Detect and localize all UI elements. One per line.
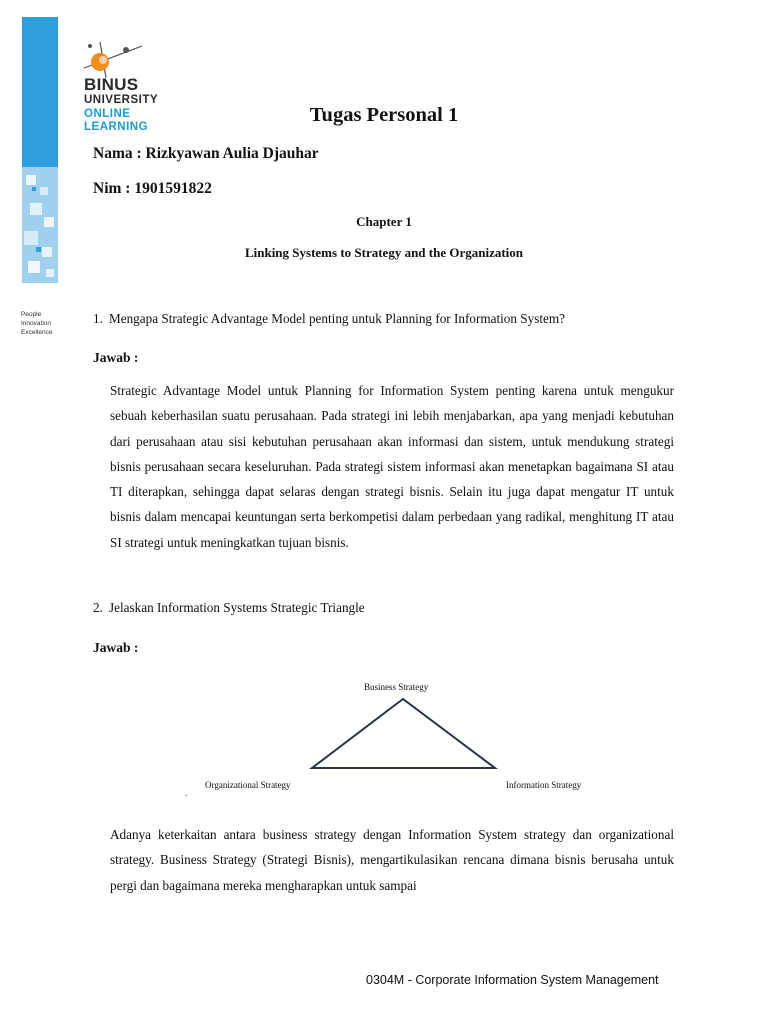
answer-2-paragraph: Adanya keterkaitan antara business strategy dengan Information System strategy dan organizational strategy. Business Strategy (Strategi Bisnis), mengartikulasikan rencana dimana bisnis berusaha untuk pergi dan bagaimana mereka mengharapkan untuk sampai — [110, 827, 674, 893]
diagram-label-information-strategy: Information Strategy — [506, 780, 582, 790]
tagline-innovation: Innovation — [21, 320, 51, 327]
question-2 — [93, 600, 365, 616]
tagline-excellence: Excellence — [21, 329, 53, 336]
answer-2-label: Jawab : — [93, 640, 139, 655]
student-name: Nama : Rizkyawan Aulia Djauhar — [93, 145, 319, 162]
answer-1-label: Jawab : — [93, 350, 139, 365]
question-2-number: 2. — [93, 600, 103, 615]
logo-online-text: ONLINE — [84, 107, 131, 120]
document-title: Tugas Personal 1 — [309, 104, 459, 126]
diagram-label-organizational-strategy: Organizational Strategy — [205, 780, 291, 790]
student-nim: Nim : 1901591822 — [93, 180, 212, 197]
logo-learning-text: LEARNING — [84, 121, 149, 133]
strategic-triangle-diagram — [300, 696, 510, 776]
stray-dot: . — [185, 788, 188, 798]
chapter-subtitle: Linking Systems to Strategy and the Organization — [244, 245, 524, 260]
question-1 — [93, 311, 565, 327]
logo-binus-text: BINUS — [84, 75, 139, 94]
logo-university-text: UNIVERSITY — [84, 94, 159, 106]
decorative-side-stripe — [22, 17, 58, 283]
page-footer: 0304M - Corporate Information System Management — [366, 973, 659, 987]
question-2-text: Jelaskan Information Systems Strategic Triangle — [109, 600, 365, 615]
chapter-heading: Chapter 1 — [356, 214, 412, 229]
triangle-shape — [312, 699, 495, 768]
brand-tagline — [21, 310, 52, 337]
diagram-label-business-strategy: Business Strategy — [364, 682, 429, 692]
question-1-text: Mengapa Strategic Advantage Model penting untuk Planning for Information System? — [109, 311, 565, 326]
question-1-number: 1. — [93, 311, 103, 326]
tagline-people: People — [21, 311, 42, 318]
answer-1-paragraph: Strategic Advantage Model untuk Planning for Information System penting karena untuk mengukur sebuah keberhasilan suatu perusahaan. Pada strategi ini lebih menjabarkan, apa yang menjadi kebutuhan dari perusahaan atau sisi kebutuhan perusahaan akan informasi dan sistem, untuk mendukung strategi bisnis perusahaan secara keseluruhan. Pada strategi sistem informasi akan menetapkan bagaimana SI atau TI diterapkan, sehingga dapat selaras dengan strategi bisnis. Selain itu juga dapat mengatur IT untuk bisnis dalam mencapai keuntungan serta berkompetisi dalam perbedaan yang radikal, menghitung IT atau SI strategi untuk meningkatkan tujuan bisnis. — [110, 383, 674, 550]
